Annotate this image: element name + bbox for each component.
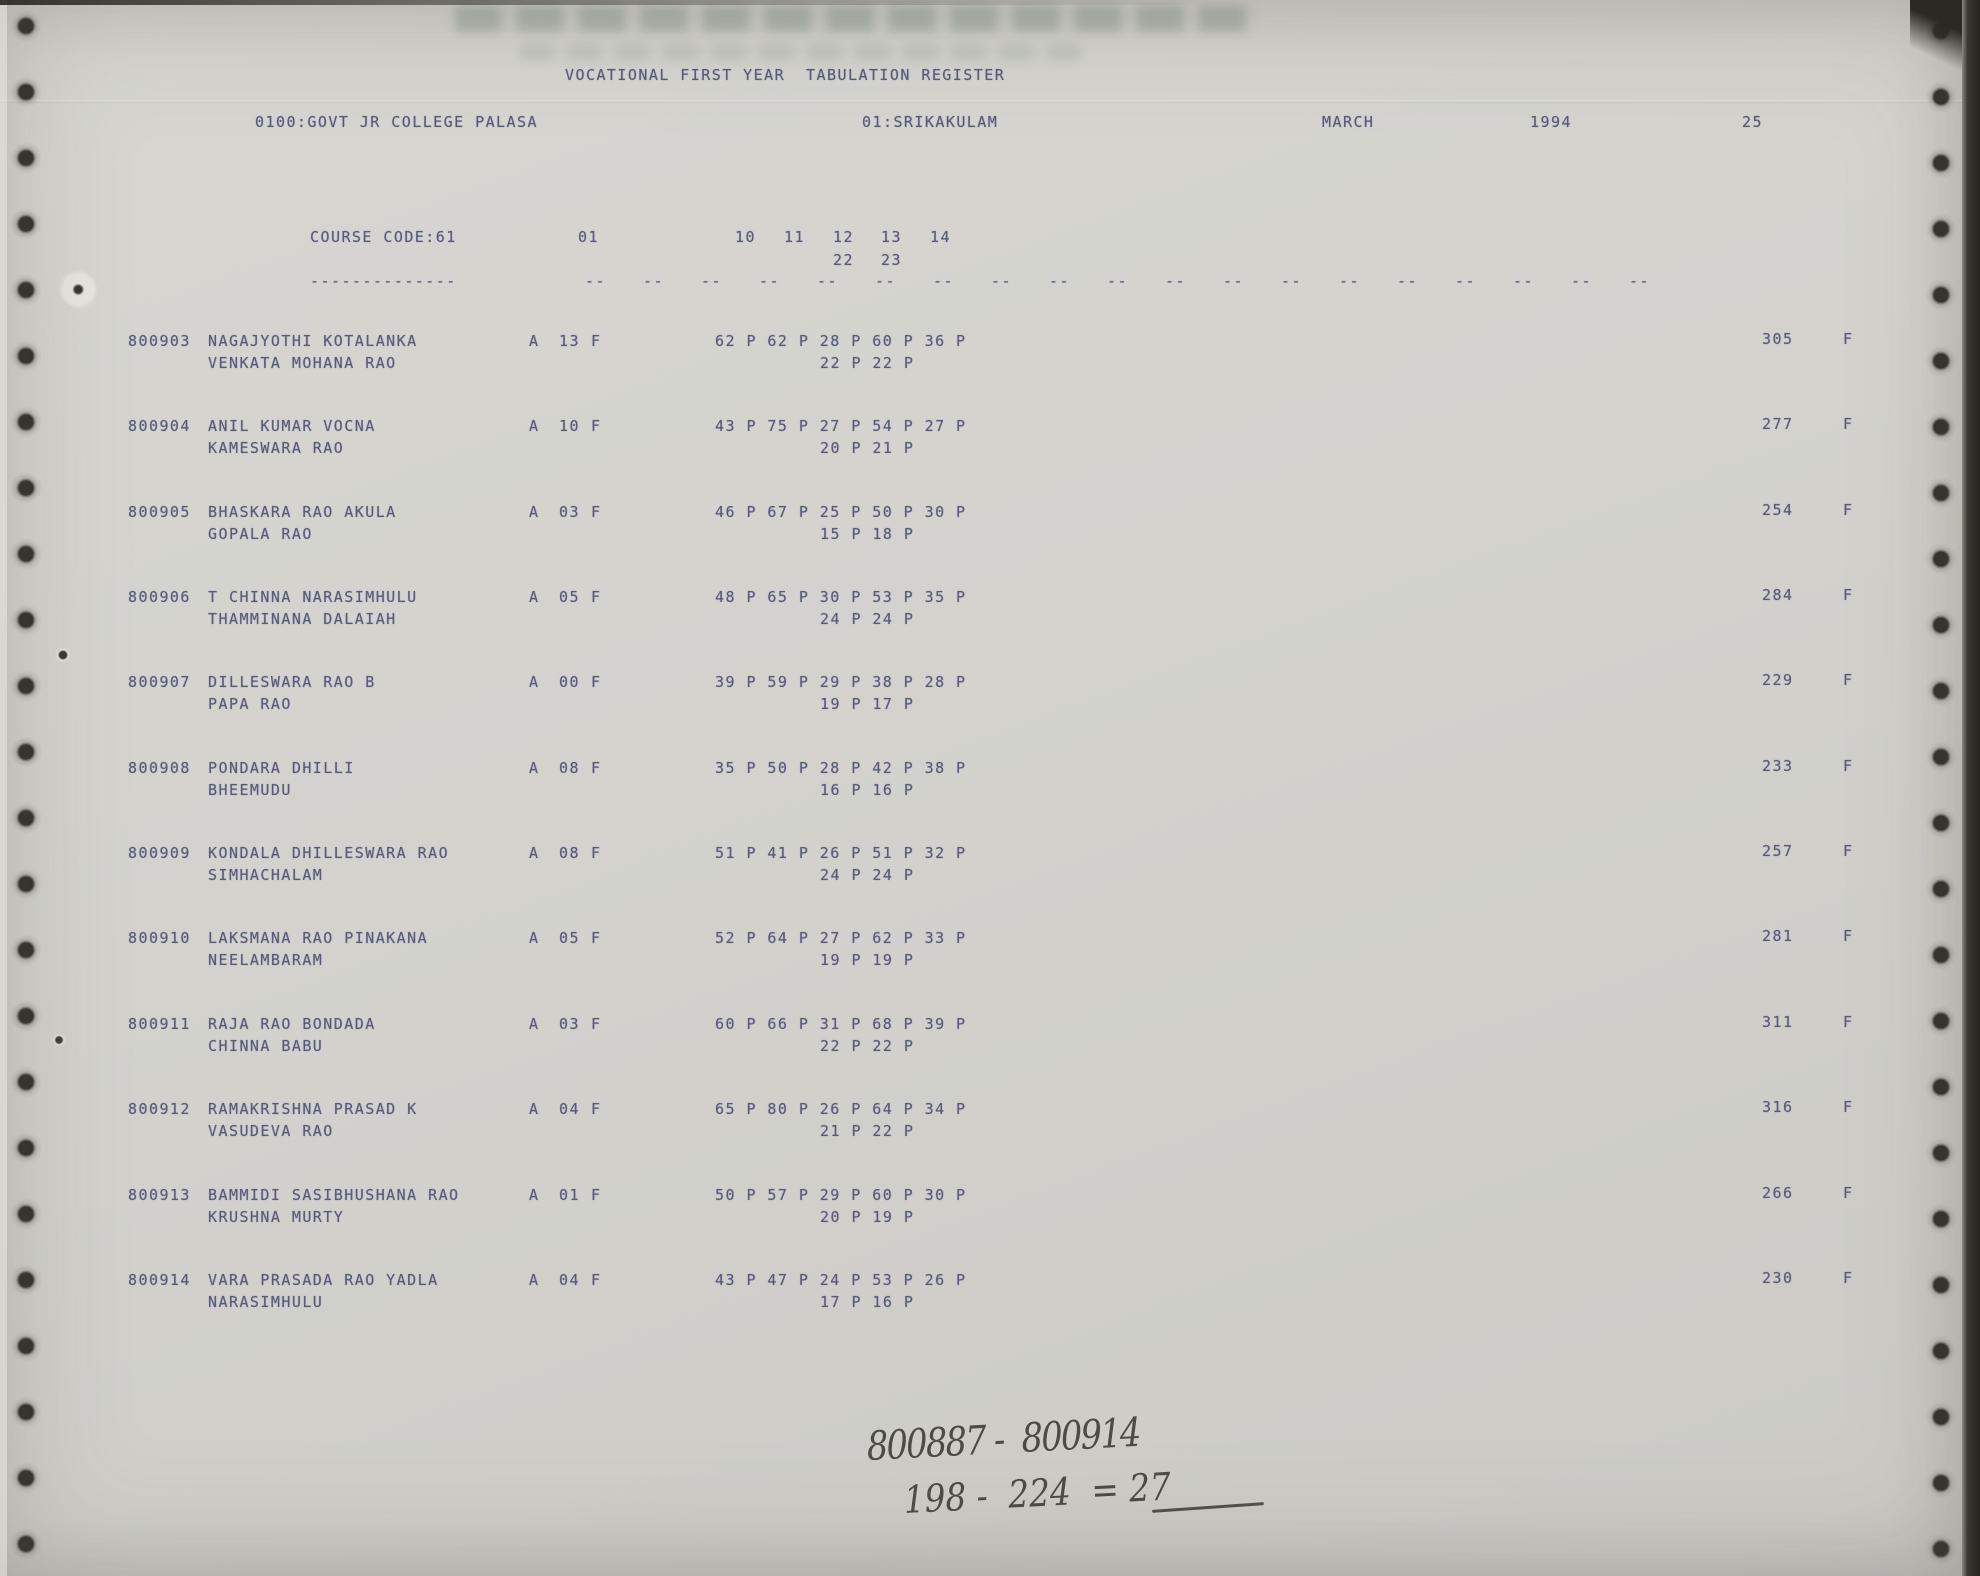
roll-number: 800905: [128, 502, 191, 521]
roll-number: 800913: [128, 1185, 191, 1204]
student-name: RAMAKRISHNA PRASAD K: [208, 1100, 418, 1119]
subject-marks-line1: 43 P 75 P 27 P 54 P 27 P: [715, 417, 967, 436]
internal-marks: 04: [559, 1270, 580, 1289]
exam-month: MARCH: [1322, 113, 1375, 131]
roll-number: 800914: [128, 1270, 191, 1289]
column-rule-row: [0, 272, 1980, 290]
subject-marks-line1: 60 P 66 P 31 P 68 P 39 P: [715, 1014, 967, 1033]
subject-marks-line2: 24 P 24 P: [820, 866, 915, 885]
column-header-subject: 10: [735, 228, 756, 246]
internal-marks: 03: [559, 502, 580, 521]
result-flag: F: [1843, 842, 1854, 861]
course-code-label: COURSE CODE:61: [310, 228, 457, 246]
father-name: GOPALA RAO: [208, 524, 313, 543]
student-row: [0, 915, 1980, 1001]
attendance-flag: A: [529, 929, 540, 948]
column-rule-dash: --: [1281, 272, 1302, 290]
column-rule-dash: --: [1455, 272, 1476, 290]
subject-marks-line1: 43 P 47 P 24 P 53 P 26 P: [715, 1270, 967, 1289]
result-flag: F: [1843, 1268, 1854, 1287]
internal-marks: 03: [559, 1014, 580, 1033]
total-marks: 281: [1762, 927, 1794, 946]
subject-marks-line2: 17 P 16 P: [820, 1292, 915, 1311]
attendance-flag: A: [529, 588, 540, 607]
internal-marks: 05: [559, 929, 580, 948]
course-code-rule: --------------: [310, 272, 457, 290]
student-row: [0, 489, 1980, 575]
page-edge-top: [0, 0, 1980, 5]
column-rule-dash: --: [991, 272, 1012, 290]
internal-result-flag: F: [591, 1100, 602, 1119]
student-name: NAGAJYOTHI KOTALANKA: [208, 332, 418, 350]
result-flag: F: [1843, 1183, 1854, 1202]
column-rule-dash: --: [1397, 272, 1418, 290]
roll-number: 800907: [128, 673, 191, 692]
result-flag: F: [1843, 586, 1854, 605]
internal-result-flag: F: [591, 1270, 602, 1289]
result-flag: F: [1843, 927, 1854, 946]
roll-number: 800908: [128, 758, 191, 777]
student-name: BHASKARA RAO AKULA: [208, 502, 397, 521]
attendance-flag: A: [529, 1100, 540, 1119]
father-name: KAMESWARA RAO: [208, 439, 345, 458]
column-rule-dash: --: [1339, 272, 1360, 290]
internal-result-flag: F: [591, 502, 602, 521]
subject-marks-line2: 15 P 18 P: [820, 524, 915, 543]
subject-marks-line2: 19 P 17 P: [820, 695, 915, 714]
column-header-subject: 13: [881, 228, 902, 246]
attendance-flag: A: [529, 844, 540, 863]
bleed-through-ghost: [520, 44, 1080, 61]
attendance-flag: A: [529, 758, 540, 777]
column-rule-dash: --: [875, 272, 896, 290]
column-rule-dash: --: [933, 272, 954, 290]
internal-result-flag: F: [591, 1014, 602, 1033]
student-name: BAMMIDI SASIBHUSHANA RAO: [208, 1185, 460, 1204]
result-flag: F: [1843, 330, 1854, 348]
column-rule-dash: --: [1223, 272, 1244, 290]
paper-fold-crease: [0, 100, 1980, 103]
result-flag: F: [1843, 756, 1854, 775]
subject-marks-line1: 48 P 65 P 30 P 53 P 35 P: [715, 588, 967, 607]
total-marks: 254: [1762, 500, 1794, 519]
internal-marks: 13: [559, 332, 580, 350]
column-rule-dash: --: [585, 272, 606, 290]
subject-marks-line1: 65 P 80 P 26 P 64 P 34 P: [715, 1100, 967, 1119]
column-header-subject: 12: [833, 228, 854, 246]
father-name: NEELAMBARAM: [208, 951, 324, 970]
total-marks: 257: [1762, 842, 1794, 861]
total-marks: 230: [1762, 1268, 1794, 1287]
column-rule-dash: --: [1165, 272, 1186, 290]
internal-marks: 04: [559, 1100, 580, 1119]
father-name: THAMMINANA DALAIAH: [208, 610, 397, 629]
column-rule-dash: --: [1049, 272, 1070, 290]
student-row: [0, 1086, 1980, 1172]
column-rule-dash: --: [759, 272, 780, 290]
total-marks: 284: [1762, 586, 1794, 605]
father-name: BHEEMUDU: [208, 780, 292, 799]
subject-marks-line2: 19 P 19 P: [820, 951, 915, 970]
column-header-subsubject: 23: [881, 251, 902, 269]
internal-result-flag: F: [591, 332, 602, 350]
internal-result-flag: F: [591, 844, 602, 863]
internal-marks: 08: [559, 758, 580, 777]
total-marks: 277: [1762, 415, 1794, 434]
result-flag: F: [1843, 671, 1854, 690]
subject-marks-line2: 24 P 24 P: [820, 610, 915, 629]
internal-marks: 08: [559, 844, 580, 863]
internal-marks: 01: [559, 1185, 580, 1204]
subject-marks-line2: 22 P 22 P: [820, 354, 915, 372]
subject-marks-line2: 20 P 21 P: [820, 439, 915, 458]
roll-number: 800911: [128, 1014, 191, 1033]
attendance-flag: A: [529, 1185, 540, 1204]
internal-result-flag: F: [591, 417, 602, 436]
column-rule-dash: --: [1629, 272, 1650, 290]
column-rule-dash: --: [817, 272, 838, 290]
result-flag: F: [1843, 500, 1854, 519]
attendance-flag: A: [529, 332, 540, 350]
result-flag: F: [1843, 1098, 1854, 1117]
subject-marks-line2: 20 P 19 P: [820, 1207, 915, 1226]
result-flag: F: [1843, 415, 1854, 434]
student-name: PONDARA DHILLI: [208, 758, 355, 777]
internal-result-flag: F: [591, 673, 602, 692]
attendance-flag: A: [529, 502, 540, 521]
student-row: [0, 1172, 1980, 1258]
total-marks: 266: [1762, 1183, 1794, 1202]
student-row: [0, 318, 1980, 404]
roll-number: 800903: [128, 332, 191, 350]
subject-marks-line1: 39 P 59 P 29 P 38 P 28 P: [715, 673, 967, 692]
father-name: VENKATA MOHANA RAO: [208, 354, 397, 372]
father-name: CHINNA BABU: [208, 1036, 324, 1055]
attendance-flag: A: [529, 673, 540, 692]
roll-number: 800912: [128, 1100, 191, 1119]
page-edge-right: [1962, 0, 1980, 1576]
student-name: KONDALA DHILLESWARA RAO: [208, 844, 450, 863]
handwritten-serial-range: 198 - 224 = 27: [903, 1464, 1172, 1522]
college-name: 0100:GOVT JR COLLEGE PALASA: [255, 113, 538, 131]
subject-marks-line2: 16 P 16 P: [820, 780, 915, 799]
internal-marks: 05: [559, 588, 580, 607]
attendance-flag: A: [529, 417, 540, 436]
student-name: ANIL KUMAR VOCNA: [208, 417, 376, 436]
attendance-flag: A: [529, 1270, 540, 1289]
column-rule-dash: --: [701, 272, 722, 290]
student-row: [0, 1257, 1980, 1343]
student-row: [0, 659, 1980, 745]
internal-result-flag: F: [591, 588, 602, 607]
handwritten-roll-range: 800887 - 800914: [866, 1409, 1141, 1470]
subject-marks-line2: 22 P 22 P: [820, 1036, 915, 1055]
total-marks: 233: [1762, 756, 1794, 775]
student-row: [0, 745, 1980, 831]
page-edge-left: [0, 0, 7, 1576]
subject-marks-line1: 51 P 41 P 26 P 51 P 32 P: [715, 844, 967, 863]
column-rule-dash: --: [643, 272, 664, 290]
internal-result-flag: F: [591, 1185, 602, 1204]
student-name: RAJA RAO BONDADA: [208, 1014, 376, 1033]
column-header-subject: 14: [930, 228, 951, 246]
student-row: [0, 574, 1980, 660]
subject-marks-line1: 50 P 57 P 29 P 60 P 30 P: [715, 1185, 967, 1204]
column-rule-dash: --: [1571, 272, 1592, 290]
total-marks: 311: [1762, 1012, 1794, 1031]
total-marks: 305: [1762, 330, 1794, 348]
page-title: VOCATIONAL FIRST YEAR TABULATION REGISTER: [565, 66, 1006, 84]
district-name: 01:SRIKAKULAM: [862, 113, 999, 131]
father-name: NARASIMHULU: [208, 1292, 324, 1311]
page-number: 25: [1742, 113, 1763, 131]
column-header-subsubject: 22: [833, 251, 854, 269]
attendance-flag: A: [529, 1014, 540, 1033]
internal-result-flag: F: [591, 929, 602, 948]
column-rule-dash: --: [1513, 272, 1534, 290]
student-name: DILLESWARA RAO B: [208, 673, 376, 692]
student-name: LAKSMANA RAO PINAKANA: [208, 929, 429, 948]
subject-marks-line1: 62 P 62 P 28 P 60 P 36 P: [715, 332, 967, 350]
subject-marks-line1: 35 P 50 P 28 P 42 P 38 P: [715, 758, 967, 777]
student-row: [0, 403, 1980, 489]
column-header-subject: 11: [784, 228, 805, 246]
page-corner-shadow: [1910, 0, 1966, 96]
father-name: PAPA RAO: [208, 695, 292, 714]
internal-marks: 00: [559, 673, 580, 692]
column-rule-dash: --: [1107, 272, 1128, 290]
column-header-internal: 01: [578, 228, 599, 246]
student-name: VARA PRASADA RAO YADLA: [208, 1270, 439, 1289]
father-name: SIMHACHALAM: [208, 866, 324, 885]
student-name: T CHINNA NARASIMHULU: [208, 588, 418, 607]
exam-year: 1994: [1530, 113, 1572, 131]
student-row: [0, 1001, 1980, 1087]
total-marks: 316: [1762, 1098, 1794, 1117]
subject-marks-line1: 46 P 67 P 25 P 50 P 30 P: [715, 502, 967, 521]
roll-number: 800904: [128, 417, 191, 436]
father-name: VASUDEVA RAO: [208, 1122, 334, 1141]
result-flag: F: [1843, 1012, 1854, 1031]
student-row: [0, 830, 1980, 916]
subject-marks-line1: 52 P 64 P 27 P 62 P 33 P: [715, 929, 967, 948]
roll-number: 800906: [128, 588, 191, 607]
subject-marks-line2: 21 P 22 P: [820, 1122, 915, 1141]
internal-marks: 10: [559, 417, 580, 436]
roll-number: 800910: [128, 929, 191, 948]
total-marks: 229: [1762, 671, 1794, 690]
bleed-through-ghost: [455, 6, 1255, 32]
internal-result-flag: F: [591, 758, 602, 777]
roll-number: 800909: [128, 844, 191, 863]
father-name: KRUSHNA MURTY: [208, 1207, 345, 1226]
